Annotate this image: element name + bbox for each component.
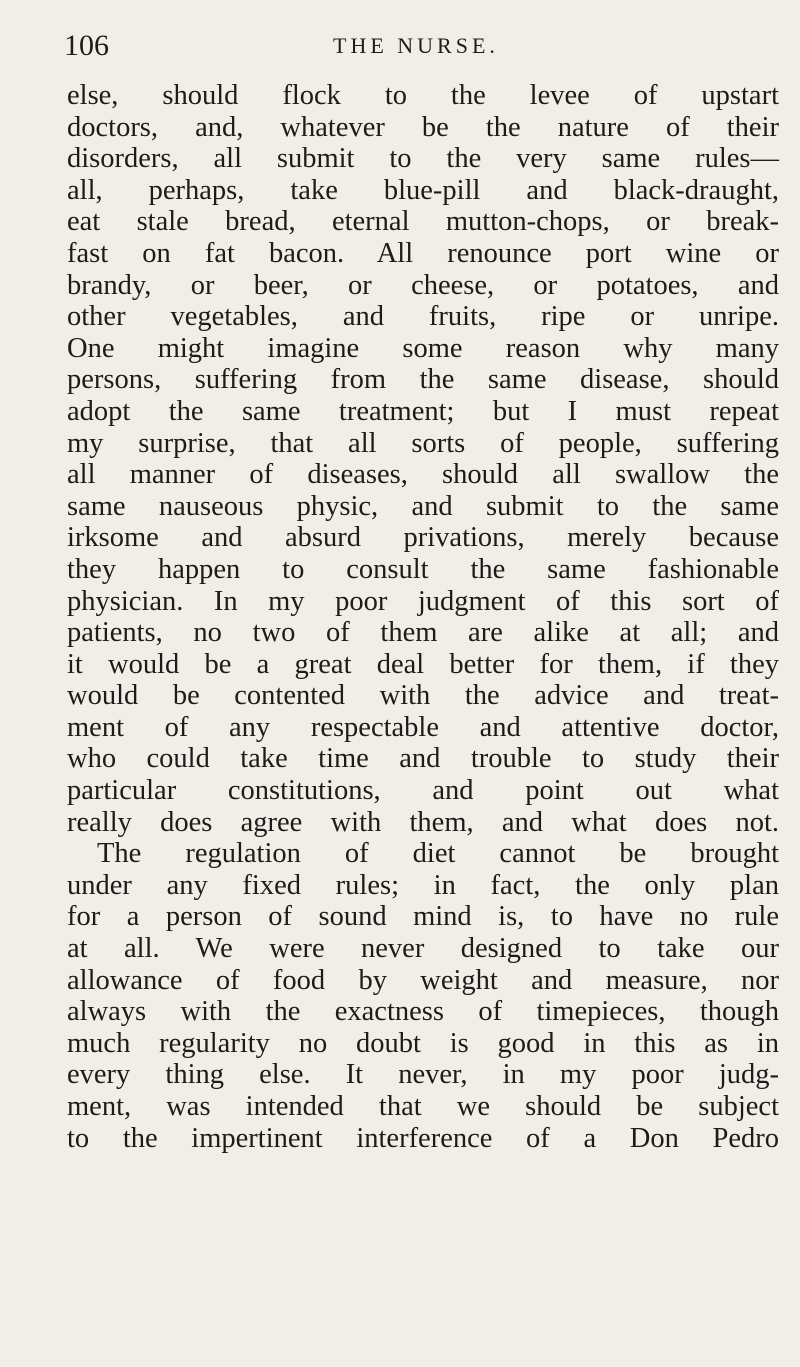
text-line: eat stale bread, eternal mutton-chops, or break- (67, 206, 779, 238)
text-line: who could take time and trouble to study their (67, 743, 779, 775)
text-line: fast on fat bacon. All renounce port wine or (67, 237, 779, 269)
text-line: patients, no two of them are alike at all; and (67, 617, 779, 649)
text-line: allowance of food by weight and measure, nor (67, 964, 779, 996)
text-line: under any fixed rules; in fact, the only plan (67, 869, 779, 901)
text-line: my surprise, that all sorts of people, suffering (67, 427, 779, 459)
text-line: doctors, and, whatever be the nature of their (67, 111, 779, 143)
text-line: it would be a great deal better for them, if they (67, 648, 779, 680)
text-line: particular constitutions, and point out what (67, 775, 779, 807)
text-line: brandy, or beer, or cheese, or potatoes, and (67, 269, 779, 301)
text-line: they happen to consult the same fashionable (67, 553, 779, 585)
page-header (64, 26, 778, 66)
text-line: ment of any respectable and attentive doctor, (67, 711, 779, 743)
text-line: else, should flock to the levee of upstart (67, 80, 779, 111)
text-line: at all. We were never designed to take our (67, 933, 779, 965)
text-line: other vegetables, and fruits, ripe or unripe. (67, 301, 779, 333)
body-text (67, 80, 779, 1154)
text-line: all, perhaps, take blue-pill and black-draught, (67, 174, 779, 206)
text-line: to the impertinent interference of a Don Pedro (67, 1122, 779, 1154)
text-line: all manner of diseases, should all swallow the (67, 459, 779, 491)
text-line: for a person of sound mind is, to have no rule (67, 901, 779, 933)
text-line: One might imagine some reason why many (67, 332, 779, 364)
text-line: always with the exactness of timepieces, though (67, 996, 779, 1028)
text-line: disorders, all submit to the very same rules— (67, 143, 779, 175)
text-line: much regularity no doubt is good in this as in (67, 1027, 779, 1059)
text-line: ment, was intended that we should be subject (67, 1091, 779, 1122)
text-line: irksome and absurd privations, merely because (67, 522, 779, 554)
text-line: would be contented with the advice and treat- (67, 680, 779, 712)
text-line-indented: The regulation of diet cannot be brought (97, 838, 779, 870)
page-number: 106 (64, 29, 109, 62)
text-line: physician. In my poor judgment of this sort of (67, 585, 779, 617)
text-line: every thing else. It never, in my poor judg- (67, 1059, 779, 1091)
text-line: persons, suffering from the same disease, should (67, 364, 779, 396)
text-line: same nauseous physic, and submit to the same (67, 490, 779, 522)
text-line: really does agree with them, and what does not. (67, 806, 779, 838)
running-head: THE NURSE. (333, 33, 499, 58)
text-line: adopt the same treatment; but I must repeat (67, 395, 779, 427)
